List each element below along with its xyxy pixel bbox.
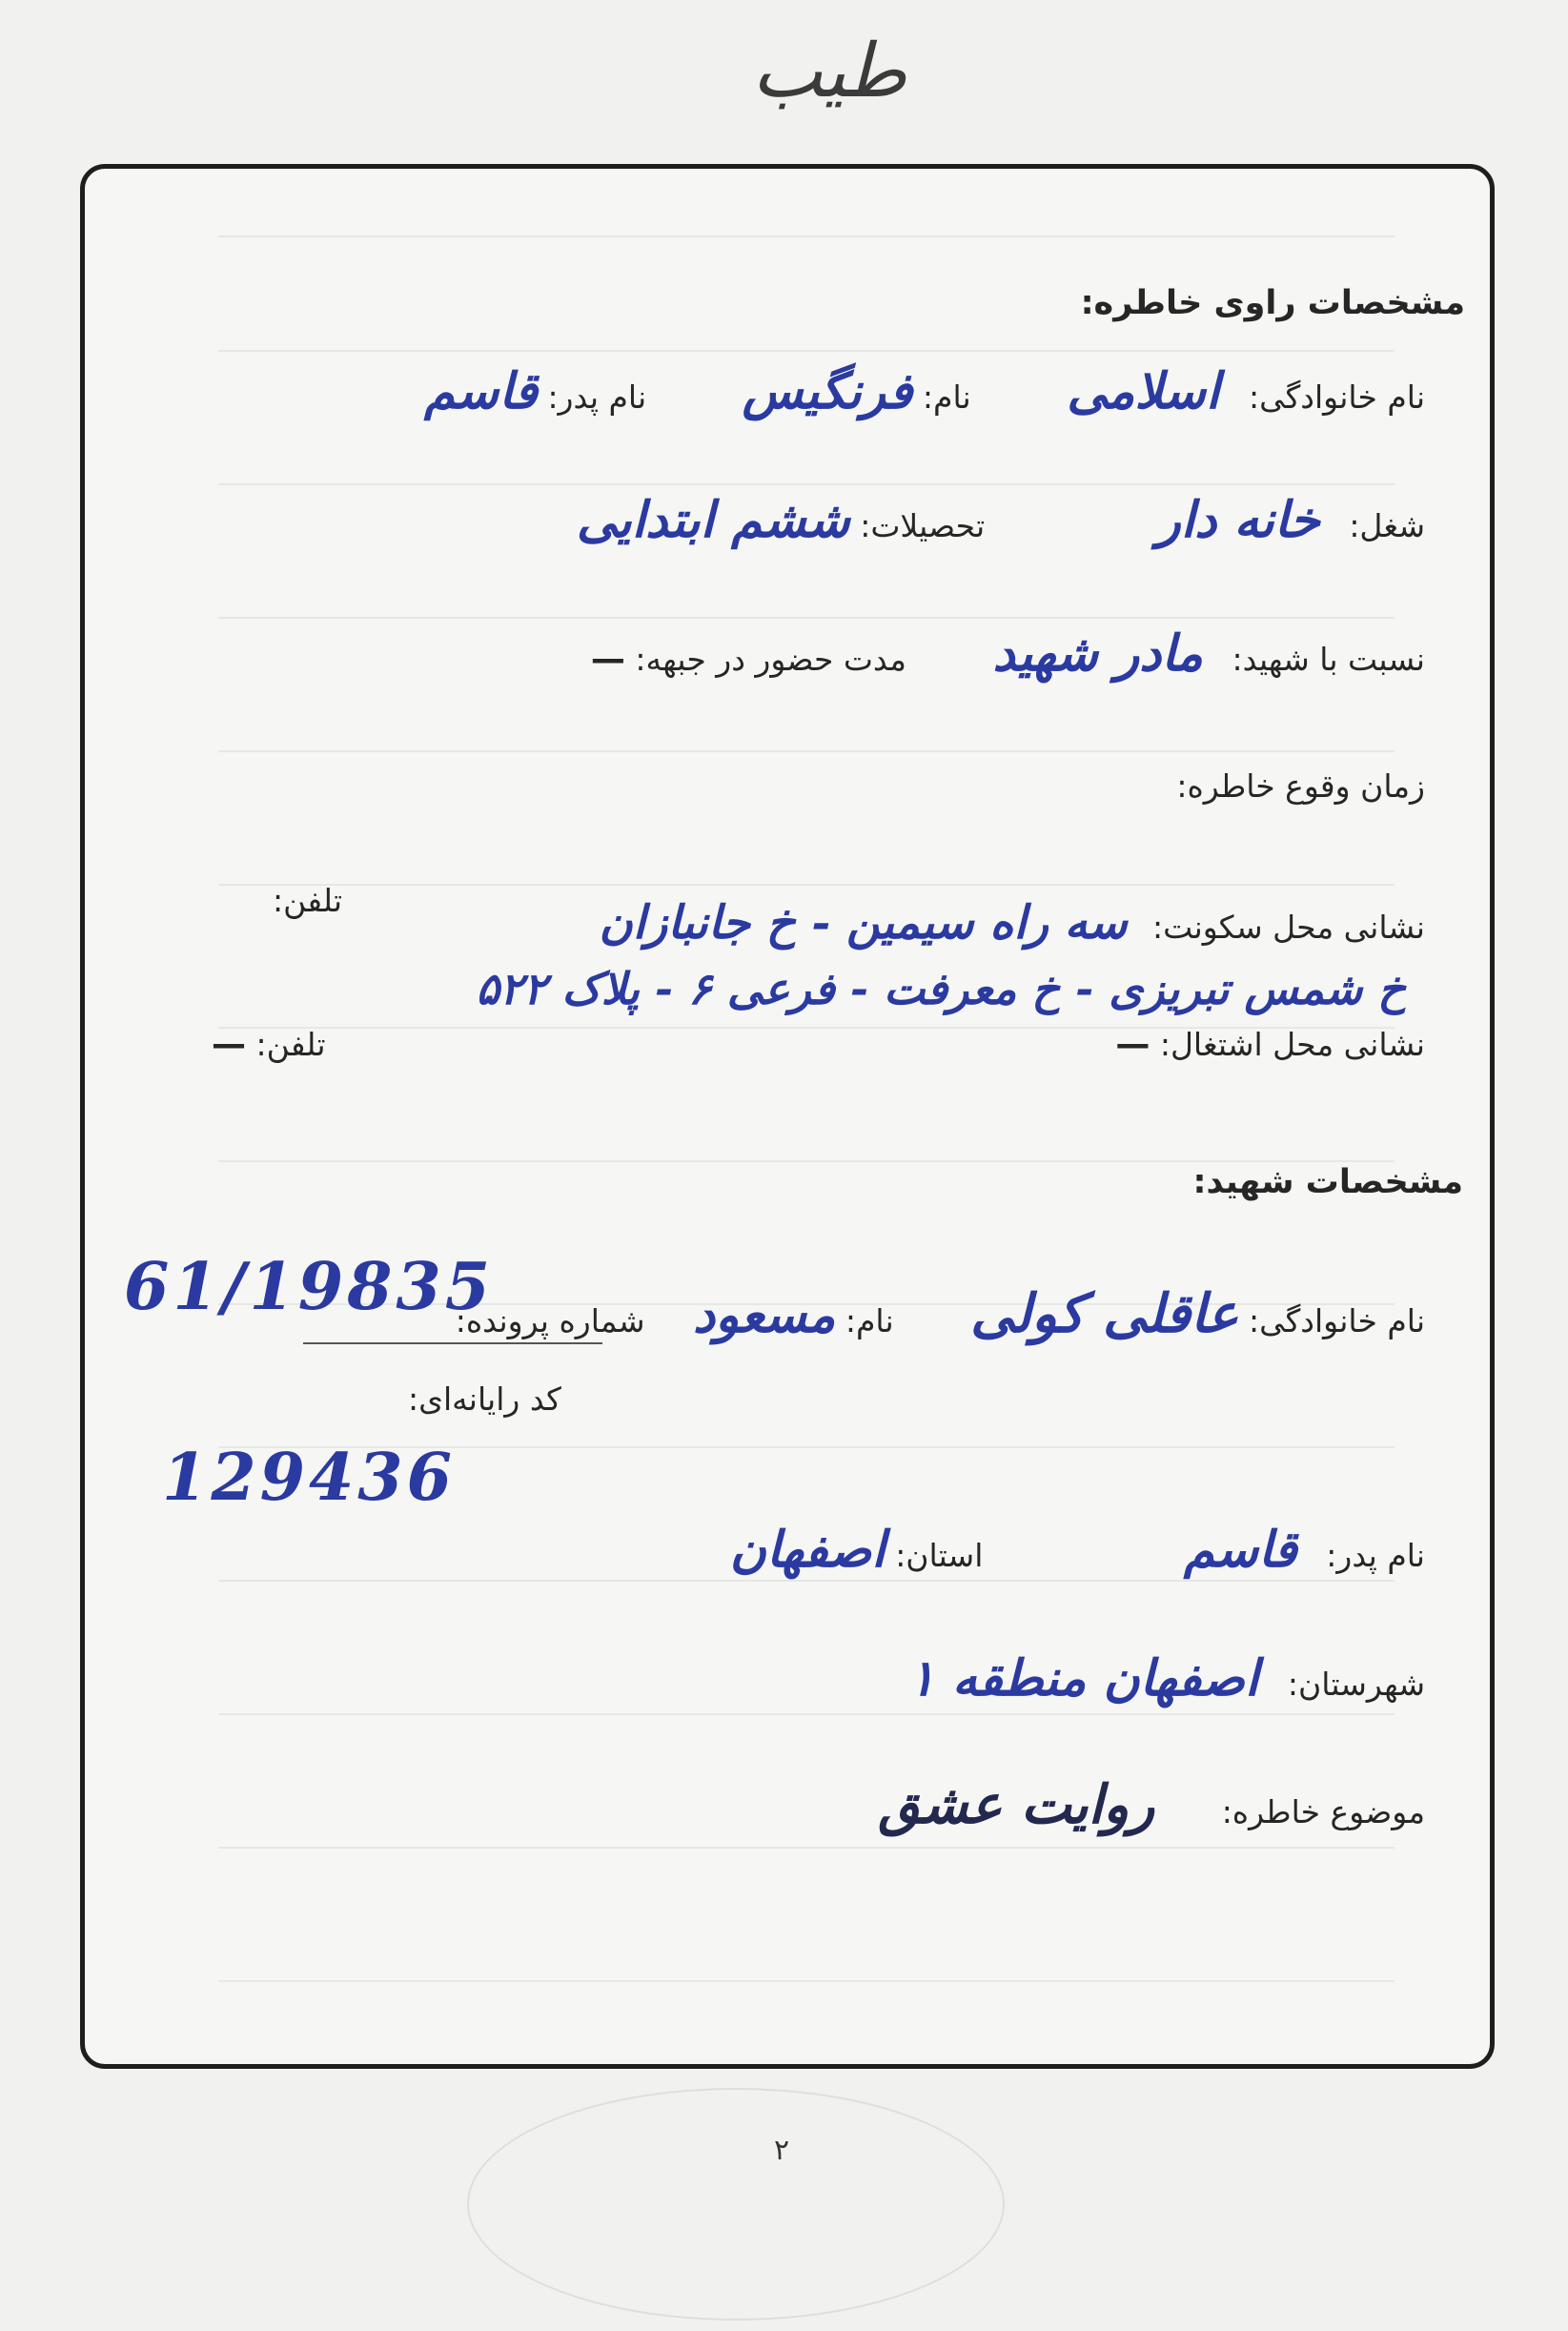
martyr-family-value: عاقلی کولی — [970, 1282, 1239, 1345]
narrator-name-label: نام: — [922, 378, 971, 416]
narrator-education-label: تحصیلات: — [860, 507, 986, 544]
narrator-section-title: مشخصات راوی خاطره: — [1080, 284, 1465, 322]
file-number-underline — [303, 1342, 602, 1344]
martyr-topic-value: روایت عشق — [878, 1773, 1155, 1836]
martyr-father-row — [730, 1521, 1425, 1579]
narrator-job-value: خانه دار — [1156, 491, 1320, 549]
martyr-topic-row — [878, 1773, 1425, 1836]
martyr-code-label: کد رایانه‌ای: — [408, 1380, 561, 1418]
martyr-father-label: نام پدر: — [1326, 1537, 1425, 1574]
martyr-city-label: شهرستان: — [1287, 1666, 1425, 1703]
narrator-job-row — [577, 491, 1425, 549]
narrator-family-value: اسلامی — [1067, 362, 1220, 420]
narrator-family-label: نام خانوادگی: — [1248, 378, 1425, 416]
martyr-father-value: قاسم — [1183, 1521, 1297, 1579]
narrator-name-value: فرنگیس — [742, 362, 913, 420]
martyr-province-label: استان: — [895, 1537, 984, 1574]
memory-time-label: زمان وقوع خاطره: — [1176, 767, 1425, 805]
narrator-residence-line2-text: خ شمس تبریزی - خ معرفت - فرعی ۶ - پلاک ۵۲۲ — [476, 963, 1406, 1014]
narrator-front-duration-label: مدت حضور در جبهه: — [635, 641, 906, 678]
narrator-work-phone-row — [212, 1025, 326, 1064]
martyr-city-value: اصفهان منطقه ۱ — [907, 1649, 1259, 1707]
narrator-relation-label: نسبت با شهید: — [1232, 641, 1425, 678]
martyr-province-value: اصفهان — [729, 1521, 886, 1579]
martyr-name-label: نام: — [845, 1302, 894, 1339]
narrator-family-row — [424, 362, 1425, 420]
narrator-relation-value: مادر شهید — [992, 624, 1204, 683]
martyr-section-title: مشخصات شهید: — [1192, 1163, 1463, 1201]
martyr-code-value-text: 129436 — [162, 1440, 456, 1516]
page-number: ۲ — [773, 2134, 790, 2167]
narrator-residence-label: نشانی محل سکونت: — [1152, 909, 1425, 946]
martyr-file-label: شماره پرونده: — [455, 1302, 645, 1339]
page-mark-signature: طیب — [751, 29, 907, 114]
martyr-code-value — [162, 1440, 456, 1516]
martyr-file-value-text: 61/19835 — [124, 1249, 495, 1325]
narrator-relation-row — [591, 624, 1425, 683]
narrator-work-value: — — [1115, 1025, 1151, 1064]
narrator-father-label: نام پدر: — [547, 378, 647, 416]
martyr-name-value: مسعود — [693, 1286, 836, 1344]
narrator-residence-line2 — [476, 963, 1406, 1014]
martyr-family-row — [456, 1282, 1425, 1345]
narrator-residence-line1: سه راه سیمین - خ جانبازان — [599, 896, 1128, 950]
narrator-work-phone-label: تلفن: — [255, 1026, 326, 1063]
martyr-file-value — [124, 1249, 494, 1325]
narrator-work-label: نشانی محل اشتغال: — [1159, 1026, 1425, 1063]
narrator-phone-label: تلفن: — [273, 882, 343, 919]
narrator-front-duration-value: — — [590, 640, 625, 679]
narrator-job-label: شغل: — [1349, 507, 1425, 544]
narrator-work-phone-value: — — [212, 1025, 246, 1064]
narrator-father-value: قاسم — [424, 362, 538, 420]
narrator-work-row — [1115, 1025, 1425, 1064]
martyr-family-label: نام خانوادگی: — [1248, 1302, 1425, 1339]
narrator-residence-row — [599, 896, 1425, 950]
bleed-through-stamp — [467, 2088, 1005, 2321]
martyr-topic-label: موضوع خاطره: — [1221, 1793, 1425, 1830]
martyr-city-row — [908, 1649, 1425, 1707]
narrator-education-value: ششم ابتدایی — [576, 491, 850, 549]
